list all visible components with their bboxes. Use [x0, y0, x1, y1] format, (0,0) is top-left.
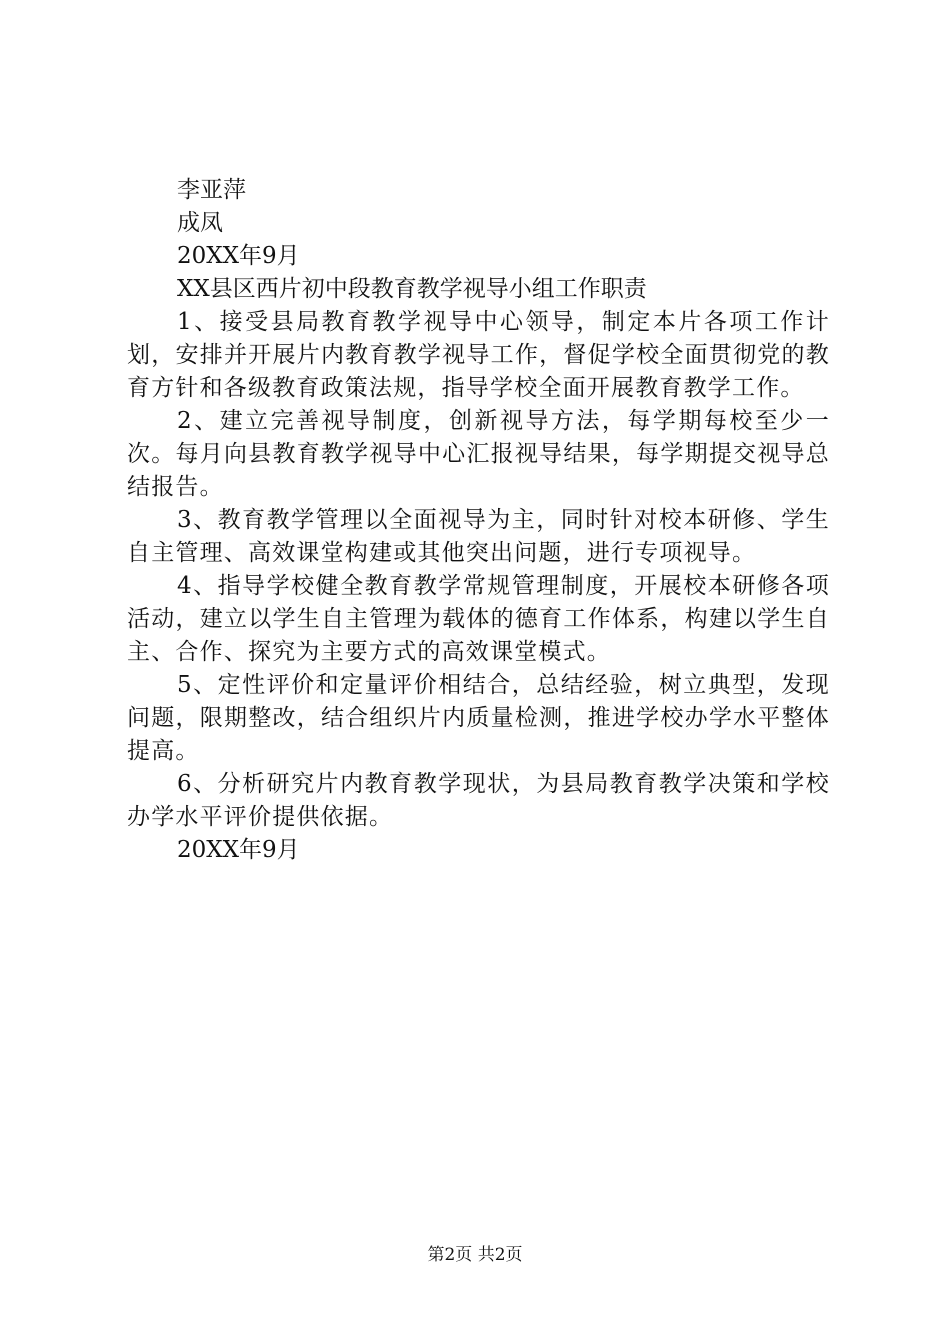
paragraph-4: 4、指导学校健全教育教学常规管理制度，开展校本研修各项活动，建立以学生自主管理为载体的德育工作体系，构建以学生自主、合作、探究为主要方式的高效课堂模式。 [127, 573, 830, 665]
paragraph-1: 1、接受县局教育教学视导中心领导，制定本片各项工作计划，安排并开展片内教育教学视导工作，督促学校全面贯彻党的教育方针和各级教育政策法规，指导学校全面开展教育教学工作。 [127, 309, 830, 401]
paragraph-5: 5、定性评价和定量评价相结合，总结经验，树立典型，发现问题，限期整改，结合组织片内质量检测，推进学校办学水平整体提高。 [127, 672, 830, 764]
date-top: 20XX年9月 [177, 243, 300, 269]
date-bottom: 20XX年9月 [177, 837, 300, 863]
signature-name-1: 李亚萍 [177, 177, 246, 203]
signature-name-2: 成凤 [177, 210, 223, 236]
paragraph-2: 2、建立完善视导制度，创新视导方法，每学期每校至少一次。每月向县教育教学视导中心汇报视导结果，每学期提交视导总结报告。 [127, 408, 830, 500]
paragraph-6: 6、分析研究片内教育教学现状，为县局教育教学决策和学校办学水平评价提供依据。 [127, 771, 830, 830]
document-body [127, 174, 830, 867]
paragraph-3: 3、教育教学管理以全面视导为主，同时针对校本研修、学生自主管理、高效课堂构建或其他突出问题，进行专项视导。 [127, 507, 830, 566]
document-title: XX县区西片初中段教育教学视导小组工作职责 [177, 276, 647, 302]
page-number-footer: 第2页 共2页 [427, 1245, 523, 1265]
